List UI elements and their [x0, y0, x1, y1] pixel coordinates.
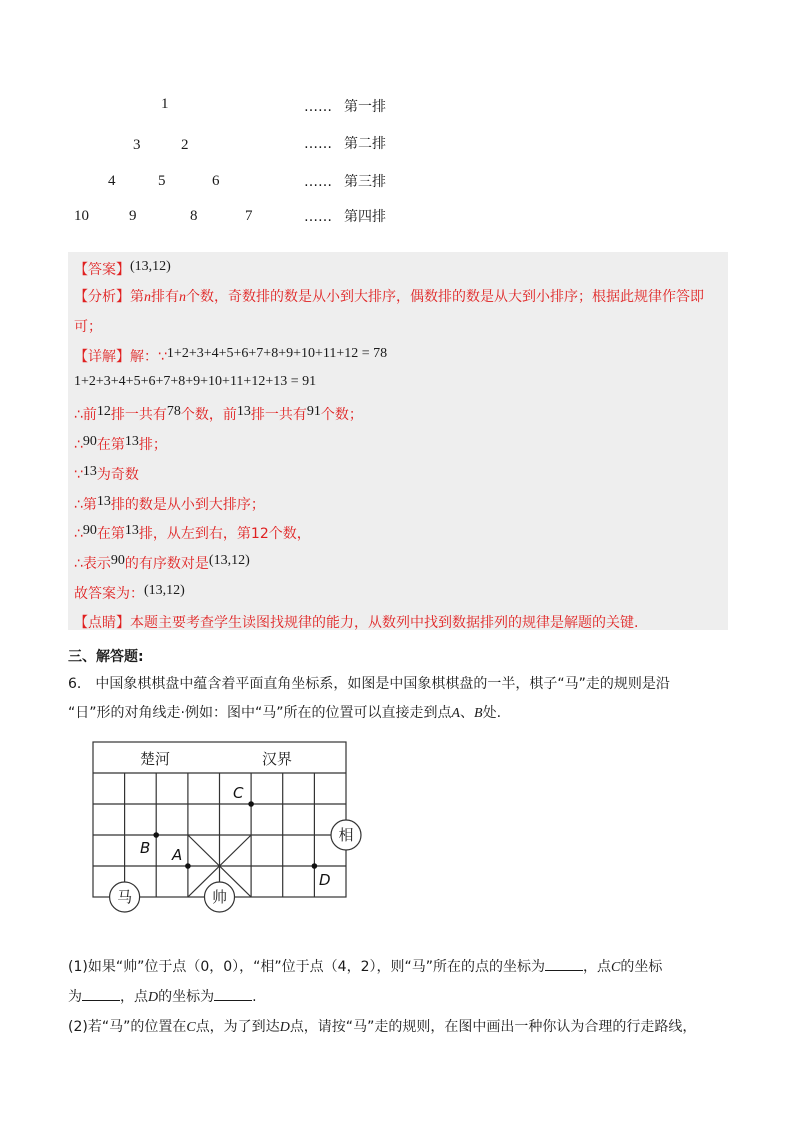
minister-piece [331, 820, 361, 850]
point-a-label: A [172, 846, 183, 864]
detail-step: ∴90在第13排； [74, 434, 167, 453]
answer-line: 【答案】(13,12) [74, 259, 171, 278]
marshal-piece-label: 帅 [211, 888, 228, 906]
river-right-label: 汉界 [262, 750, 293, 768]
detail-step: ∴前12排一共有78个数，前13排一共有91个数； [74, 404, 363, 423]
sum-13-line: 1+2+3+4+5+6+7+8+9+10+11+12+13 = 91 [74, 374, 317, 389]
answer-blank[interactable] [82, 988, 120, 1001]
row-label: …… 第一排 [304, 99, 386, 115]
point-a-dot [185, 863, 191, 869]
row-label: …… 第二排 [304, 136, 386, 152]
question-6-line-2: “日”形的对角线走·例如：图中“马”所在的位置可以直接走到点A、B处. [68, 705, 502, 721]
triangle-number: 9 [129, 208, 137, 224]
analysis-line: 【分析】第n排有n个数，奇数排的数是从小到大排序，偶数排的数是从大到小排序；根据此规律作答即 [74, 289, 704, 305]
row-label: …… 第三排 [304, 174, 386, 190]
horse-piece-label: 马 [117, 888, 133, 906]
question-1-line-1: (1)如果“帅”位于点（0，0），“相”位于点（4，2），则“马”所在的点的坐标为 ，点C的坐标 [68, 959, 663, 975]
answer-blank[interactable] [214, 988, 252, 1001]
triangle-number: 1 [161, 96, 169, 112]
final-answer-line: 故答案为：(13,12) [74, 583, 185, 602]
section-heading: 三、解答题: [68, 649, 144, 665]
detail-step: ∴表示90的有序数对是(13,12) [74, 553, 250, 572]
board-frame [93, 742, 346, 897]
marshal-piece [205, 882, 235, 912]
detail-line: 【详解】解：∵1+2+3+4+5+6+7+8+9+10+11+12 = 78 [74, 346, 388, 365]
point-d-label: D [319, 871, 331, 889]
horse-piece [110, 882, 140, 912]
question-6-line-1: 6． 中国象棋棋盘中蕴含着平面直角坐标系，如图是中国象棋棋盘的一半，棋子“马”走的规则是沿 [68, 676, 670, 692]
triangle-number: 8 [190, 208, 198, 224]
question-2-line: (2)若“马”的位置在C点，为了到达D点，请按“马”走的规则，在图中画出一种你认为合理的行走路线， [68, 1019, 697, 1035]
analysis-line-2: 可； [74, 319, 102, 335]
point-c-label: C [233, 784, 244, 802]
point-b-label: B [140, 839, 151, 857]
triangle-number: 4 [108, 173, 116, 189]
detail-step: ∴90在第13排，从左到右，第12个数， [74, 523, 311, 542]
triangle-number: 5 [158, 173, 166, 189]
point-b-dot [153, 832, 159, 838]
answer-blank[interactable] [545, 958, 583, 971]
triangle-number: 7 [245, 208, 253, 224]
triangle-number: 2 [181, 137, 189, 153]
detail-step: ∵13为奇数 [74, 464, 139, 483]
detail-step: ∴第13排的数是从小到大排序； [74, 494, 265, 513]
comment-line: 【点睛】本题主要考查学生读图找规律的能力，从数列中找到数据排列的规律是解题的关键. [74, 615, 639, 631]
triangle-number: 10 [74, 208, 89, 224]
row-label: …… 第四排 [304, 209, 386, 225]
triangle-number: 3 [133, 137, 141, 153]
point-c-dot [248, 801, 254, 807]
triangle-number: 6 [212, 173, 220, 189]
minister-piece-label: 相 [338, 826, 354, 844]
question-1-line-2: 为 ，点D的坐标为 . [68, 989, 257, 1005]
point-d-dot [312, 863, 318, 869]
river-left-label: 楚河 [140, 750, 171, 768]
